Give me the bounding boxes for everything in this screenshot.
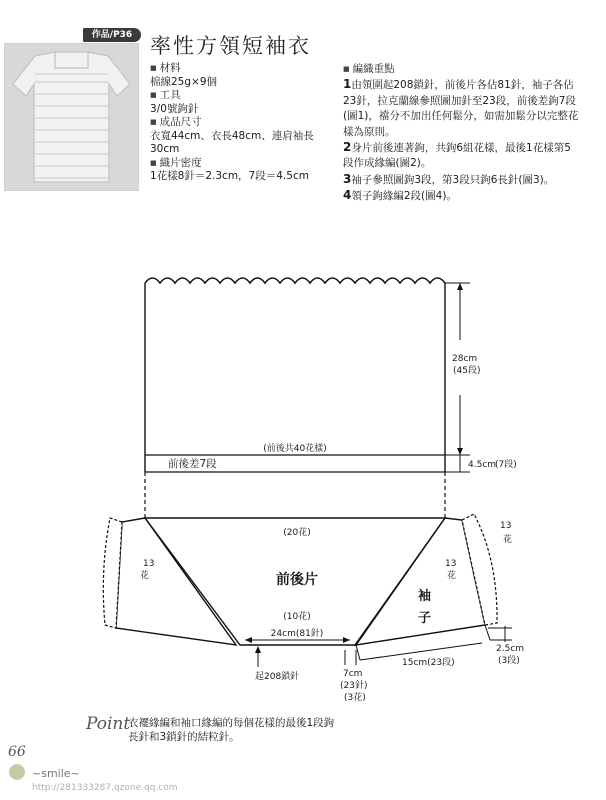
left-sleeve-shape	[116, 518, 236, 645]
right-outer-13: 13	[500, 521, 512, 531]
diff-rows-label: 前後差7段	[168, 458, 217, 470]
materials-heading: ■ 材料	[150, 62, 325, 76]
hem-scallop-edge	[145, 278, 445, 283]
gauge-heading: ■ 織片密度	[150, 157, 325, 171]
work-badge: 作品/P36	[83, 28, 141, 42]
right-inner-13: 13	[445, 559, 457, 569]
point-item-4: 4領子鉤緣編2段(圖4)。	[343, 188, 457, 203]
right-outer-hua: 花	[503, 535, 513, 545]
sleeve-top-a: 7cm	[343, 669, 363, 679]
sleeve-top-c: (3花)	[344, 693, 366, 703]
center-pattern-label: (10花)	[283, 612, 311, 622]
right-sleeve-cuff	[462, 514, 497, 625]
point-item-3: 3袖子參照圖鉤3段，第3段只鉤6長針(圖3)。	[343, 171, 555, 186]
sleeve-cuff-rows: (3段)	[498, 656, 520, 666]
body-rows-label: (45段)	[453, 366, 481, 376]
left-side-13: 13	[143, 559, 155, 569]
point-item-2: 2身片前後連著鉤，共鉤6組花樣，最後1花樣第5段作成緣編(圖2)。	[343, 140, 571, 170]
size-heading: ■ 成品尺寸	[150, 116, 325, 130]
diff-height-label: 4.5cm	[468, 460, 497, 470]
diff-rows-count: (7段)	[495, 460, 517, 470]
right-inner-hua: 花	[447, 571, 457, 581]
front-back-label: 前後片	[276, 572, 318, 588]
body-height-label: 28cm	[452, 354, 478, 364]
point-item-1: 1由領圍起208鎖針，前後片各佔81針，袖子各佔23針，拉克蘭線參照圖加針至23段，前後差鉤7段(圖1)，襠分不加出任何鬆分，如需加鬆分以完整花樣為原則。	[343, 77, 579, 138]
sleeve-top-b: (23針)	[340, 681, 368, 691]
tools-value: 3/0號鉤針	[150, 102, 199, 115]
sleeve-label-1: 袖	[418, 589, 432, 604]
smile-icon	[9, 764, 25, 780]
size-value: 衣寬44cm、衣長48cm、連肩袖長30cm	[150, 129, 314, 155]
start-chain-label: 起208鎖針	[255, 672, 300, 682]
sleeve-cuff-label: 2.5cm	[496, 644, 525, 654]
tools-heading: ■ 工具	[150, 89, 325, 103]
sleeve-length-label: 15cm(23段)	[402, 658, 455, 668]
point-note: 衣襬緣編和袖口緣編的每個花樣的最後1段鉤長針和3鎖針的結粒針。	[128, 717, 335, 743]
page-number: 66	[8, 744, 26, 760]
page-title: 率性方領短袖衣	[150, 34, 311, 58]
materials-yarn: 棉線25g×9個	[150, 75, 218, 88]
point-label: Point	[86, 714, 131, 734]
sleeve-label-2: 子	[418, 611, 432, 626]
body-pattern-label: (前後共40花樣)	[263, 444, 327, 454]
points-heading: ■ 編織重點	[343, 62, 579, 77]
left-side-hua: 花	[140, 571, 150, 581]
yoke-top-label: (20花)	[283, 528, 311, 538]
left-sleeve-cuff	[103, 518, 122, 628]
watermark-text: ~smile~	[32, 767, 80, 780]
gauge-value: 1花樣8針＝2.3cm，7段＝4.5cm	[150, 170, 309, 182]
watermark-url: http://281333287.qzone.qq.com	[32, 783, 178, 793]
neck-width-label: 24cm(81針)	[270, 629, 324, 639]
